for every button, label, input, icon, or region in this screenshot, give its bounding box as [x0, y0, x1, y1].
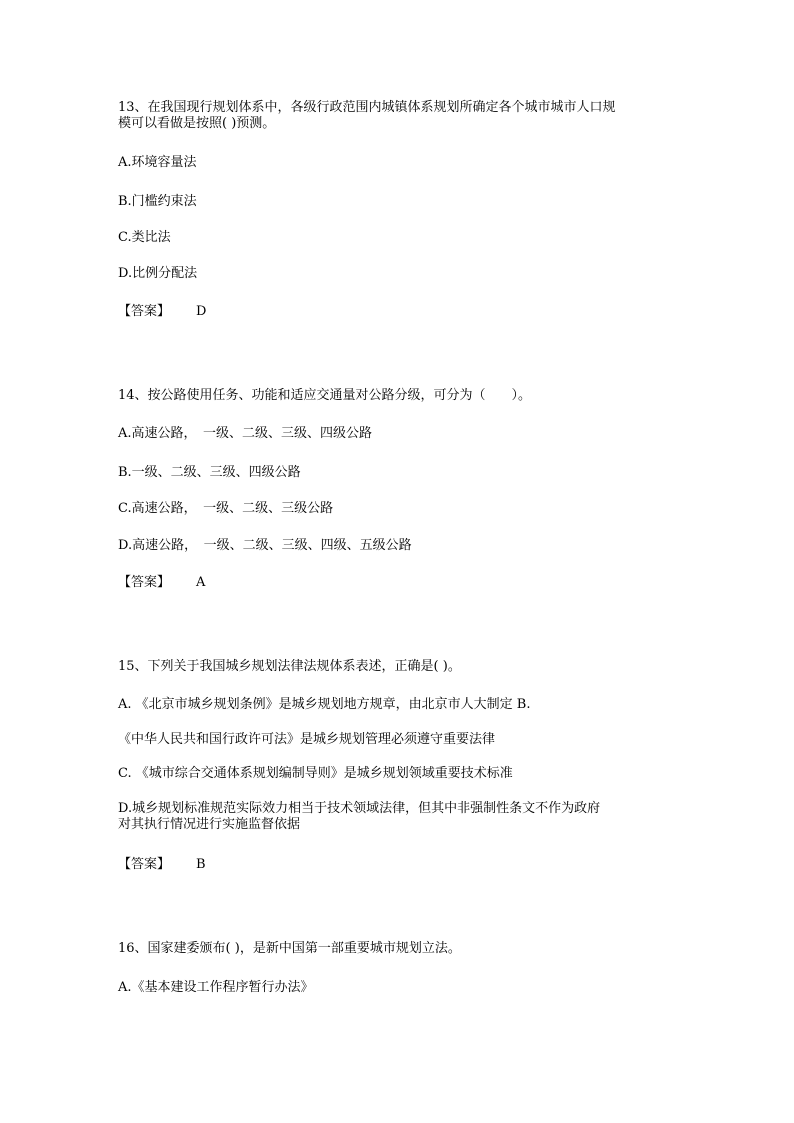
question-15-option-d: D.城乡规划标准规范实际效力相当于技术领域法律，但其中非强制性条文不作为政府对其执行情况进行实施监督依据	[118, 801, 601, 832]
answer-value: B	[196, 857, 206, 872]
question-15-answer	[118, 857, 206, 873]
question-14-option-d: D.高速公路， 一级、二级、三级、四级、五级公路	[118, 538, 412, 553]
question-16-stem: 16、国家建委颁布( )，是新中国第一部重要城市规划立法。	[118, 941, 461, 956]
question-13-option-d: D.比例分配法	[118, 266, 198, 281]
question-14-answer	[118, 575, 205, 591]
question-15-option-b: 《中华人民共和国行政许可法》是城乡规划管理必须遵守重要法律	[118, 732, 496, 747]
answer-label: 【答案】	[118, 857, 171, 872]
answer-label: 【答案】	[118, 575, 171, 590]
answer-label: 【答案】	[118, 304, 171, 319]
question-16-option-a: A.《基本建设工作程序暂行办法》	[118, 980, 314, 995]
question-13-option-c: C.类比法	[118, 230, 171, 245]
question-13-stem: 13、在我国现行规划体系中，各级行政范围内城镇体系规划所确定各个城市城市人口规模可以看做是按照( )预测。	[118, 100, 616, 131]
answer-value: A	[196, 575, 206, 590]
question-14-stem: 14、按公路使用任务、功能和适应交通量对公路分级，可分为（ ）。	[118, 388, 532, 403]
question-14-option-a: A.高速公路， 一级、二级、三级、四级公路	[118, 426, 373, 441]
answer-value: D	[196, 304, 207, 319]
question-15-option-c: C. 《城市综合交通体系规划编制导则》是城乡规划领域重要技术标准	[118, 766, 513, 781]
question-14-option-c: C.高速公路， 一级、二级、三级公路	[118, 501, 334, 516]
question-15-stem: 15、下列关于我国城乡规划法律法规体系表述，正确是( )。	[118, 659, 461, 674]
question-15-option-a: A. 《北京市城乡规划条例》是城乡规划地方规章，由北京市人大制定 B.	[118, 697, 531, 712]
question-14-option-b: B.一级、二级、三级、四级公路	[118, 465, 301, 480]
question-13-option-b: B.门槛约束法	[118, 194, 197, 209]
question-13-answer	[118, 304, 206, 320]
question-13-option-a: A.环境容量法	[118, 155, 197, 170]
